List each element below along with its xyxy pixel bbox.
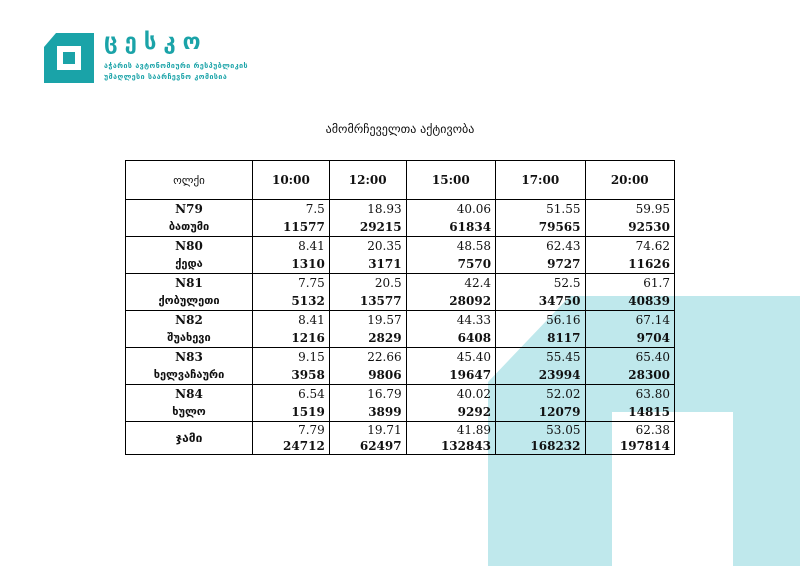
logo-subtitle-line2: უმაღლესი საარჩევნო კომისია xyxy=(104,73,228,81)
voter-count-cell: 12079 xyxy=(496,403,585,422)
column-header-time: 10:00 xyxy=(253,161,330,200)
voter-count-cell: 34750 xyxy=(496,292,585,311)
district-code: N82 xyxy=(175,313,203,327)
column-header-time: 12:00 xyxy=(329,161,406,200)
column-header-time: 17:00 xyxy=(496,161,585,200)
column-header-time: 20:00 xyxy=(585,161,675,200)
region-cell xyxy=(126,422,253,455)
table-row-percent xyxy=(126,311,675,330)
table-row-percent xyxy=(126,237,675,256)
district-code: N79 xyxy=(175,202,203,216)
region-cell xyxy=(126,348,253,385)
voter-count-cell: 92530 xyxy=(585,218,675,237)
turnout-percent-cell: 65.40 xyxy=(585,348,675,367)
table-row-percent xyxy=(126,200,675,219)
district-name: ქედა xyxy=(175,257,203,270)
turnout-percent-cell: 18.93 xyxy=(329,200,406,219)
voter-count-cell: 24712 xyxy=(253,438,330,455)
voter-count-cell: 9806 xyxy=(329,366,406,385)
voter-count-cell: 28092 xyxy=(406,292,495,311)
logo-name: ცესკო xyxy=(104,30,208,55)
district-code: N84 xyxy=(175,387,203,401)
table-row-percent xyxy=(126,422,675,439)
turnout-percent-cell: 7.79 xyxy=(253,422,330,439)
turnout-percent-cell: 7.5 xyxy=(253,200,330,219)
district-code: N80 xyxy=(175,239,203,253)
turnout-percent-cell: 8.41 xyxy=(253,311,330,330)
voter-count-cell: 9292 xyxy=(406,403,495,422)
voter-count-cell: 40839 xyxy=(585,292,675,311)
voter-count-cell: 14815 xyxy=(585,403,675,422)
voter-count-cell: 1216 xyxy=(253,329,330,348)
turnout-percent-cell: 42.4 xyxy=(406,274,495,293)
voter-count-cell: 19647 xyxy=(406,366,495,385)
turnout-percent-cell: 7.75 xyxy=(253,274,330,293)
voter-count-cell: 79565 xyxy=(496,218,585,237)
turnout-percent-cell: 67.14 xyxy=(585,311,675,330)
turnout-percent-cell: 8.41 xyxy=(253,237,330,256)
voter-count-cell: 11626 xyxy=(585,255,675,274)
voter-count-cell: 62497 xyxy=(329,438,406,455)
turnout-percent-cell: 56.16 xyxy=(496,311,585,330)
turnout-percent-cell: 44.33 xyxy=(406,311,495,330)
turnout-percent-cell: 51.55 xyxy=(496,200,585,219)
turnout-percent-cell: 52.5 xyxy=(496,274,585,293)
turnout-percent-cell: 40.06 xyxy=(406,200,495,219)
turnout-percent-cell: 62.43 xyxy=(496,237,585,256)
district-code: N83 xyxy=(175,350,203,364)
turnout-percent-cell: 40.02 xyxy=(406,385,495,404)
voter-count-cell: 23994 xyxy=(496,366,585,385)
turnout-percent-cell: 19.71 xyxy=(329,422,406,439)
turnout-percent-cell: 53.05 xyxy=(496,422,585,439)
table-row-percent xyxy=(126,348,675,367)
turnout-percent-cell: 22.66 xyxy=(329,348,406,367)
turnout-percent-cell: 74.62 xyxy=(585,237,675,256)
turnout-percent-cell: 9.15 xyxy=(253,348,330,367)
turnout-percent-cell: 61.7 xyxy=(585,274,675,293)
column-header-time: 15:00 xyxy=(406,161,495,200)
turnout-percent-cell: 41.89 xyxy=(406,422,495,439)
turnout-percent-cell: 48.58 xyxy=(406,237,495,256)
region-cell xyxy=(126,237,253,274)
voter-count-cell: 2829 xyxy=(329,329,406,348)
logo-icon xyxy=(44,33,94,83)
total-label: ჯამი xyxy=(175,431,203,445)
turnout-percent-cell: 55.45 xyxy=(496,348,585,367)
voter-count-cell: 61834 xyxy=(406,218,495,237)
turnout-percent-cell: 62.38 xyxy=(585,422,675,439)
turnout-percent-cell: 20.35 xyxy=(329,237,406,256)
voter-count-cell: 6408 xyxy=(406,329,495,348)
district-name: ხელვაჩაური xyxy=(153,368,225,381)
voter-count-cell: 13577 xyxy=(329,292,406,311)
turnout-percent-cell: 6.54 xyxy=(253,385,330,404)
turnout-percent-cell: 52.02 xyxy=(496,385,585,404)
voter-count-cell: 8117 xyxy=(496,329,585,348)
region-cell xyxy=(126,311,253,348)
voter-count-cell: 3958 xyxy=(253,366,330,385)
voter-count-cell: 29215 xyxy=(329,218,406,237)
voter-count-cell: 197814 xyxy=(585,438,675,455)
region-cell xyxy=(126,385,253,422)
voter-count-cell: 1519 xyxy=(253,403,330,422)
turnout-percent-cell: 19.57 xyxy=(329,311,406,330)
page-title: ამომრჩეველთა აქტივობა xyxy=(325,122,475,136)
district-name: შუახევი xyxy=(167,331,211,344)
voter-count-cell: 132843 xyxy=(406,438,495,455)
table-row-percent xyxy=(126,385,675,404)
turnout-percent-cell: 59.95 xyxy=(585,200,675,219)
district-name: ბათუმი xyxy=(168,220,210,233)
voter-count-cell: 9704 xyxy=(585,329,675,348)
voter-count-cell: 3171 xyxy=(329,255,406,274)
logo xyxy=(44,30,304,90)
voter-count-cell: 28300 xyxy=(585,366,675,385)
voter-count-cell: 5132 xyxy=(253,292,330,311)
voter-count-cell: 9727 xyxy=(496,255,585,274)
voter-count-cell: 11577 xyxy=(253,218,330,237)
voter-count-cell: 1310 xyxy=(253,255,330,274)
column-header-region: ოლქი xyxy=(126,161,253,200)
table-row-percent xyxy=(126,274,675,293)
region-cell xyxy=(126,274,253,311)
turnout-percent-cell: 16.79 xyxy=(329,385,406,404)
turnout-percent-cell: 63.80 xyxy=(585,385,675,404)
district-name: ხულო xyxy=(172,405,206,418)
voter-count-cell: 3899 xyxy=(329,403,406,422)
table-header-row xyxy=(126,161,675,200)
voter-count-cell: 7570 xyxy=(406,255,495,274)
turnout-percent-cell: 20.5 xyxy=(329,274,406,293)
turnout-percent-cell: 45.40 xyxy=(406,348,495,367)
region-cell xyxy=(126,200,253,237)
voter-count-cell: 168232 xyxy=(496,438,585,455)
logo-subtitle-line1: აჭარის ავტონომიური რესპუბლიკის xyxy=(104,62,249,70)
district-name: ქობულეთი xyxy=(158,294,220,307)
district-code: N81 xyxy=(175,276,203,290)
turnout-table xyxy=(125,160,675,455)
